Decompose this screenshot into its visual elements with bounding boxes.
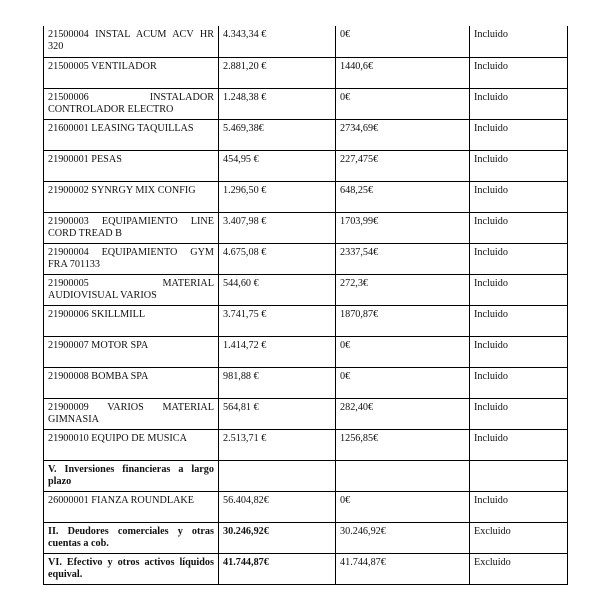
description-cell: 21900005 MATERIAL AUDIOVISUAL VARIOS: [44, 274, 219, 305]
amount-cell: 30.246,92€: [336, 522, 470, 553]
description-cell: 21900008 BOMBA SPA: [44, 367, 219, 398]
description-cell: 21900007 MOTOR SPA: [44, 336, 219, 367]
amount-cell: 1703,99€: [336, 212, 470, 243]
amount-cell: 1440,6€: [336, 57, 470, 88]
table-row: [44, 181, 568, 212]
table-row: [44, 491, 568, 522]
assets-table: [43, 26, 568, 585]
status-cell: Incluido: [470, 26, 568, 57]
value-cell: [219, 460, 336, 491]
description-cell: V. Inversiones financieras a largo plazo: [44, 460, 219, 491]
table-row: [44, 57, 568, 88]
table-row: [44, 150, 568, 181]
amount-cell: 227,475€: [336, 150, 470, 181]
status-cell: Excluido: [470, 522, 568, 553]
table-row: [44, 553, 568, 584]
status-cell: Incluido: [470, 274, 568, 305]
table-row: [44, 88, 568, 119]
value-cell: 454,95 €: [219, 150, 336, 181]
amount-cell: 2337,54€: [336, 243, 470, 274]
status-cell: Incluido: [470, 212, 568, 243]
table-row: [44, 336, 568, 367]
value-cell: 2.881,20 €: [219, 57, 336, 88]
amount-cell: 41.744,87€: [336, 553, 470, 584]
table-row: [44, 274, 568, 305]
value-cell: 981,88 €: [219, 367, 336, 398]
table-row: [44, 243, 568, 274]
status-cell: Incluido: [470, 181, 568, 212]
amount-cell: 648,25€: [336, 181, 470, 212]
status-cell: Incluido: [470, 305, 568, 336]
status-cell: Excluido: [470, 553, 568, 584]
amount-cell: 0€: [336, 367, 470, 398]
value-cell: 56.404,82€: [219, 491, 336, 522]
value-cell: 1.248,38 €: [219, 88, 336, 119]
table-row: [44, 367, 568, 398]
amount-cell: 0€: [336, 491, 470, 522]
table-row: [44, 522, 568, 553]
amount-cell: 272,3€: [336, 274, 470, 305]
amount-cell: 1256,85€: [336, 429, 470, 460]
description-cell: 21500006 INSTALADOR CONTROLADOR ELECTRO: [44, 88, 219, 119]
value-cell: 4.675,08 €: [219, 243, 336, 274]
amount-cell: 0€: [336, 336, 470, 367]
status-cell: Incluido: [470, 367, 568, 398]
amount-cell: 1870,87€: [336, 305, 470, 336]
status-cell: Incluido: [470, 429, 568, 460]
table-row: [44, 305, 568, 336]
amount-cell: [336, 460, 470, 491]
table-row: [44, 460, 568, 491]
status-cell: Incluido: [470, 88, 568, 119]
amount-cell: 0€: [336, 26, 470, 57]
value-cell: 1.414,72 €: [219, 336, 336, 367]
value-cell: 2.513,71 €: [219, 429, 336, 460]
table-row: [44, 212, 568, 243]
status-cell: Incluido: [470, 243, 568, 274]
status-cell: Incluido: [470, 119, 568, 150]
value-cell: 41.744,87€: [219, 553, 336, 584]
value-cell: 1.296,50 €: [219, 181, 336, 212]
description-cell: 21600001 LEASING TAQUILLAS: [44, 119, 219, 150]
description-cell: 21900002 SYNRGY MIX CONFIG: [44, 181, 219, 212]
status-cell: Incluido: [470, 336, 568, 367]
value-cell: 544,60 €: [219, 274, 336, 305]
amount-cell: 2734,69€: [336, 119, 470, 150]
status-cell: Incluido: [470, 57, 568, 88]
description-cell: 26000001 FIANZA ROUNDLAKE: [44, 491, 219, 522]
value-cell: 3.407,98 €: [219, 212, 336, 243]
description-cell: 21900003 EQUIPAMIENTO LINE CORD TREAD B: [44, 212, 219, 243]
value-cell: 4.343,34 €: [219, 26, 336, 57]
status-cell: Incluido: [470, 491, 568, 522]
status-cell: Incluido: [470, 398, 568, 429]
description-cell: II. Deudores comerciales y otras cuentas a cob.: [44, 522, 219, 553]
status-cell: [470, 460, 568, 491]
table-row: [44, 398, 568, 429]
description-cell: 21500005 VENTILADOR: [44, 57, 219, 88]
description-cell: 21900001 PESAS: [44, 150, 219, 181]
value-cell: 30.246,92€: [219, 522, 336, 553]
description-cell: VI. Efectivo y otros activos líquidos equival.: [44, 553, 219, 584]
table-row: [44, 26, 568, 57]
description-cell: 21900004 EQUIPAMIENTO GYM FRA 701133: [44, 243, 219, 274]
description-cell: 21500004 INSTAL ACUM ACV HR 320: [44, 26, 219, 57]
value-cell: 5.469,38€: [219, 119, 336, 150]
table-row: [44, 119, 568, 150]
amount-cell: 0€: [336, 88, 470, 119]
amount-cell: 282,40€: [336, 398, 470, 429]
value-cell: 3.741,75 €: [219, 305, 336, 336]
table-row: [44, 429, 568, 460]
description-cell: 21900006 SKILLMILL: [44, 305, 219, 336]
description-cell: 21900009 VARIOS MATERIAL GIMNASIA: [44, 398, 219, 429]
value-cell: 564,81 €: [219, 398, 336, 429]
status-cell: Incluido: [470, 150, 568, 181]
description-cell: 21900010 EQUIPO DE MUSICA: [44, 429, 219, 460]
